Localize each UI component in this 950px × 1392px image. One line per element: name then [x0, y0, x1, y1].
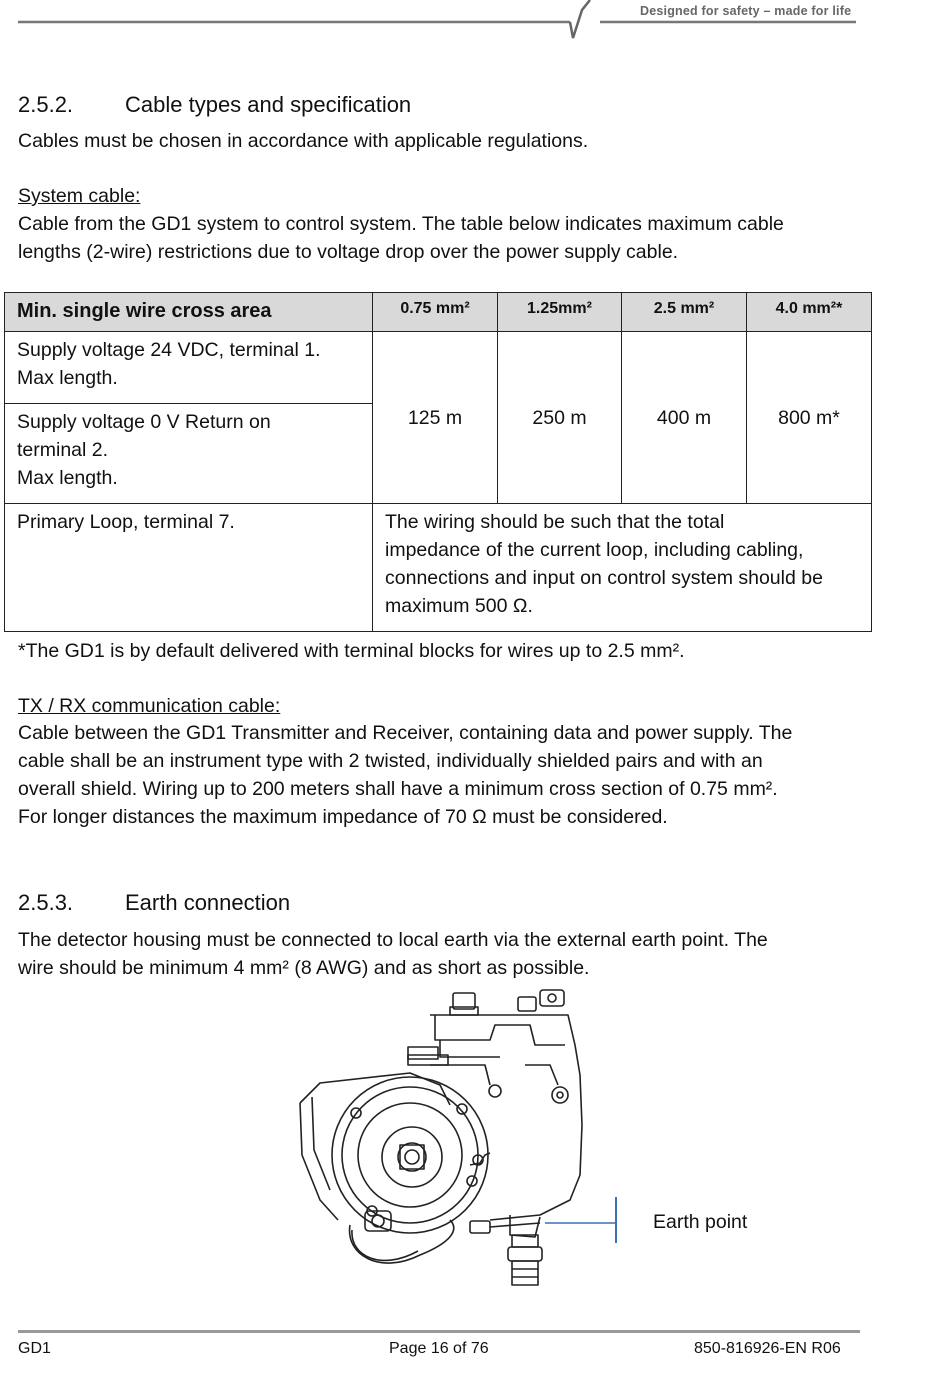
txrx-text-1: Cable between the GD1 Transmitter and Receiver, containing data and power supply. The	[18, 722, 793, 744]
row2-line1: Supply voltage 0 V Return on	[17, 411, 271, 433]
intro-paragraph: Cables must be chosen in accordance with applicable regulations.	[18, 130, 589, 152]
table-row	[5, 332, 872, 404]
section-number-2-5-3: 2.5.3.	[18, 890, 74, 915]
row1-line2: Max length.	[17, 367, 118, 389]
txrx-text-4: For longer distances the maximum impedance of 70 Ω must be considered.	[18, 806, 668, 828]
table-header-row	[5, 293, 872, 332]
row3-line1: The wiring should be such that the total	[385, 511, 725, 533]
length-cell-1-25: 250 m	[498, 332, 622, 504]
header-0-75-text: 0.75 mm²	[400, 300, 470, 317]
footer-document-id: 850-816926-EN R06	[694, 1340, 841, 1357]
detector-illustration	[290, 985, 620, 1290]
footer-rule	[18, 1330, 860, 1333]
row1-line1: Supply voltage 24 VDC, terminal 1.	[17, 339, 321, 361]
system-cable-label: System cable:	[18, 185, 141, 207]
earth-text-2: wire should be minimum 4 mm² (8 AWG) and as short as possible.	[18, 957, 590, 979]
txrx-text-2: cable shall be an instrument type with 2 twisted, individually shielded pairs and with an	[18, 750, 763, 772]
header-tagline: Designed for safety – made for life	[640, 4, 852, 18]
header-cell-label	[5, 293, 373, 332]
row-supply-24v-label	[5, 332, 373, 404]
length-cell-2-5: 400 m	[622, 332, 747, 504]
row2-line3: Max length.	[17, 467, 118, 489]
header-cell-0-75	[373, 293, 498, 332]
header-cell-2-5	[622, 293, 747, 332]
footer-page-number: Page 16 of 76	[389, 1340, 489, 1357]
txrx-text-3: overall shield. Wiring up to 200 meters shall have a minimum cross section of 0.75 mm².	[18, 778, 778, 800]
row-supply-0v-label	[5, 404, 373, 504]
header-1-25-text: 1.25mm²	[527, 300, 592, 317]
row3-line4: maximum 500 Ω.	[385, 595, 533, 617]
footer-document-name: GD1	[18, 1340, 51, 1357]
earth-point-label: Earth point	[653, 1211, 748, 1233]
table-row	[5, 504, 872, 632]
section-title-earth-connection: Earth connection	[125, 890, 291, 915]
earth-text-1: The detector housing must be connected to local earth via the external earth point. The	[18, 929, 768, 951]
row3-line2: impedance of the current loop, including cabling,	[385, 539, 804, 561]
cable-length-table	[4, 292, 872, 632]
txrx-label: TX / RX communication cable:	[18, 695, 281, 717]
row3-line3: connections and input on control system should be	[385, 567, 823, 589]
table-footnote: *The GD1 is by default delivered with terminal blocks for wires up to 2.5 mm².	[18, 640, 685, 662]
section-title-cable-types: Cable types and specification	[125, 92, 412, 117]
system-cable-text-2: lengths (2-wire) restrictions due to voltage drop over the power supply cable.	[18, 241, 679, 263]
row-primary-loop-description	[373, 504, 872, 632]
header-cell-1-25	[498, 293, 622, 332]
header-cell-4-0	[747, 293, 872, 332]
length-cell-4-0: 800 m*	[747, 332, 872, 504]
section-number-2-5-2: 2.5.2.	[18, 92, 74, 117]
system-cable-text-1: Cable from the GD1 system to control system. The table below indicates maximum cable	[18, 213, 784, 235]
row2-line2: terminal 2.	[17, 439, 109, 461]
row-primary-loop-label: Primary Loop, terminal 7.	[5, 504, 373, 632]
header-label-text: Min. single wire cross area	[17, 300, 272, 322]
header-2-5-text: 2.5 mm²	[653, 300, 715, 317]
length-cell-0-75: 125 m	[373, 332, 498, 504]
header-4-0-text: 4.0 mm²*	[775, 300, 843, 317]
